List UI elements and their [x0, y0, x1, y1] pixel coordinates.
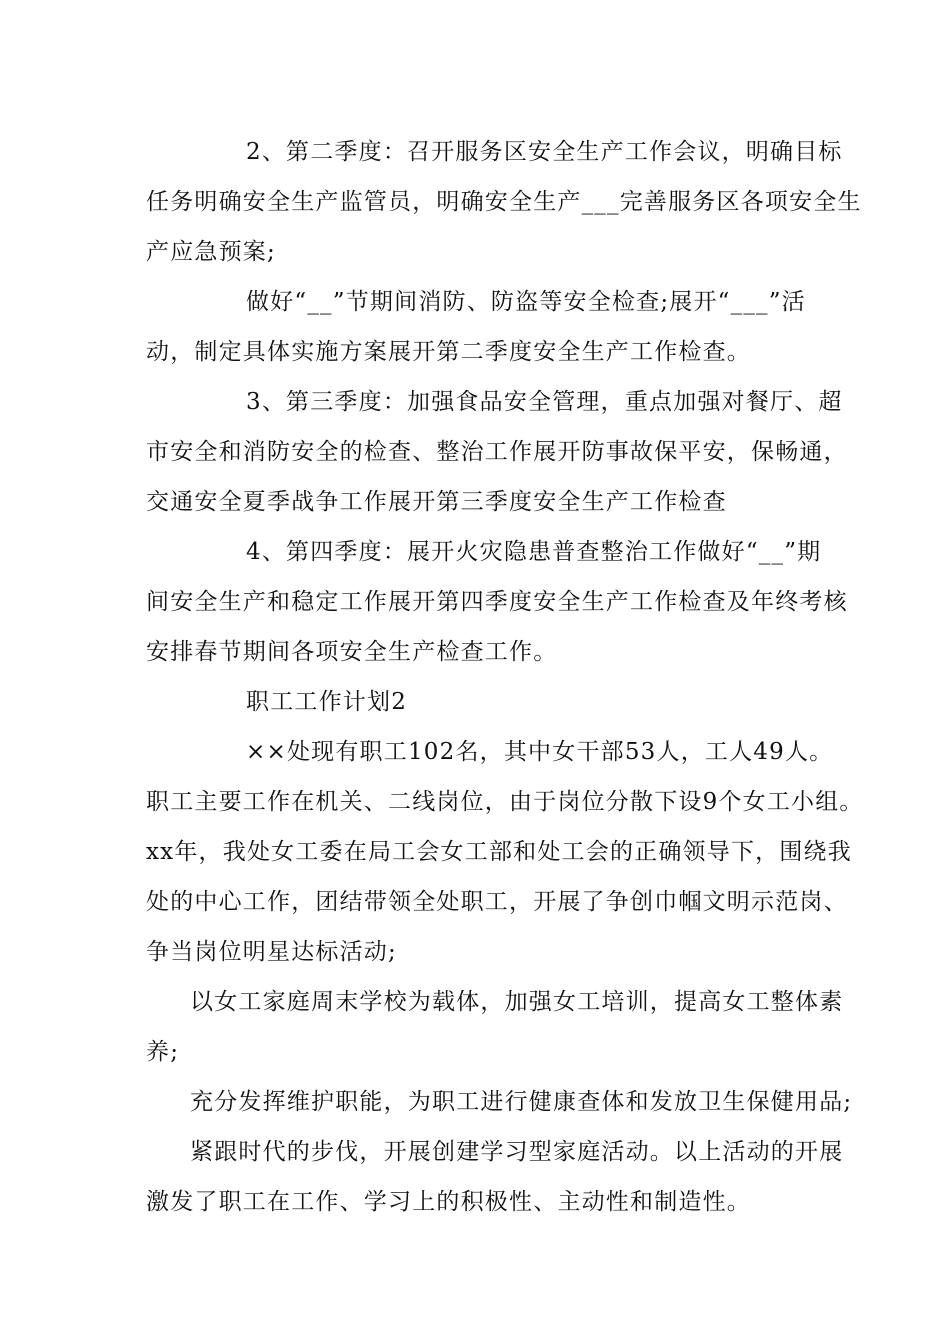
paragraph-line: 产应急预案; [146, 239, 276, 265]
paragraph-line: 以女工家庭周末学校为载体，加强女工培训，提高女工整体素 [190, 989, 844, 1015]
paragraph-line: xx年，我处女工委在局工会女工部和处工会的正确领导下，围绕我 [146, 839, 852, 865]
paragraph-line: 动，制定具体实施方案展开第二季度安全生产工作检查。 [146, 339, 751, 365]
paragraph-line: 职工主要工作在机关、二线岗位，由于岗位分散下设9个女工小组。 [146, 789, 864, 815]
paragraph-line: 交通安全夏季战争工作展开第三季度安全生产工作检查 [146, 489, 727, 515]
paragraph-line: 养; [146, 1039, 180, 1065]
paragraph-line: 3、第三季度：加强食品安全管理，重点加强对餐厅、超 [246, 389, 843, 415]
paragraph-line: 4、第四季度：展开火灾隐患普查整治工作做好“__”期 [246, 539, 822, 565]
paragraph-line: 争当岗位明星达标活动; [146, 939, 397, 965]
paragraph-line: 间安全生产和稳定工作展开第四季度安全生产工作检查及年终考核 [146, 589, 848, 615]
paragraph-line: ××处现有职工102名，其中女干部53人，工人49人。 [246, 739, 834, 765]
paragraph-line: 安排春节期间各项安全生产检查工作。 [146, 639, 558, 665]
paragraph-line: 市安全和消防安全的检查、整治工作展开防事故保平安，保畅通， [146, 439, 848, 465]
paragraph-line: 2、第二季度：召开服务区安全生产工作会议，明确目标 [246, 139, 843, 165]
paragraph-line: 处的中心工作，团结带领全处职工，开展了争创巾帼文明示范岗、 [146, 889, 848, 915]
paragraph-line: 激发了职工在工作、学习上的积极性、主动性和制造性。 [146, 1189, 751, 1215]
paragraph-line: 做好“__”节期间消防、防盗等安全检查;展开“___”活 [246, 289, 806, 315]
section-heading: 职工工作计划2 [246, 689, 408, 715]
paragraph-line: 任务明确安全生产监管员，明确安全生产___完善服务区各项安全生 [146, 189, 862, 215]
paragraph-line: 紧跟时代的步伐，开展创建学习型家庭活动。以上活动的开展 [190, 1139, 844, 1165]
paragraph-line: 充分发挥维护职能，为职工进行健康查体和发放卫生保健用品; [190, 1089, 853, 1115]
